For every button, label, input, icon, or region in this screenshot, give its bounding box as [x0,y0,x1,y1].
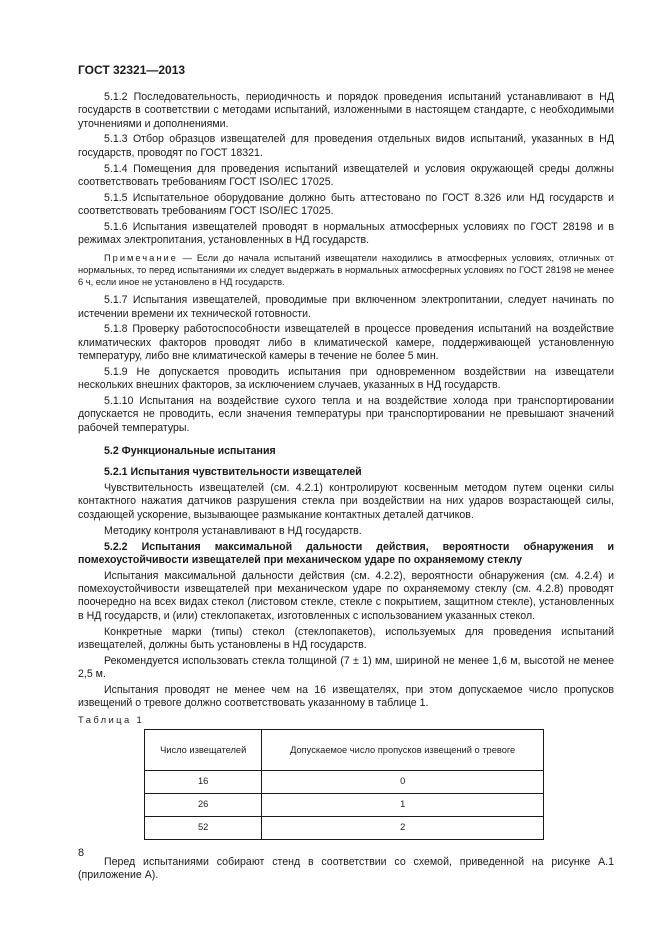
paragraph-5-1-9: 5.1.9 Не допускается проводить испытания при одновременном воздействии на извещатели нескольких внешних факторов, за исключением случаев, указанных в НД государств. [78,365,614,392]
paragraph-5-1-4: 5.1.4 Помещения для проведения испытаний извещателей и условия окружающей среды должны соответствовать требованиям ГОСТ ISO/IEC 17025. [78,162,614,188]
subsection-5-2-2-paragraph: Конкретные марки (типы) стекол (стеклопакетов), используемых для проведения испытаний извещателей, должны быть установлены в НД государств. [78,625,614,651]
paragraph-5-1-7: 5.1.7 Испытания извещателей, проводимые при включенном электропитании, следует начинать по истечении времени их технической готовности. [78,294,614,320]
table-row [145,816,544,839]
table-row [145,770,544,793]
paragraph-5-1-8: 5.1.8 Проверку работоспособности извещателей в процессе проведения испытаний на воздействие климатических факторов проводят либо в климатической камере, поддерживающей установленную температуру, либо вне климатической камеры в течение не более 5 мин. [78,323,614,363]
paragraph-5-1-6: 5.1.6 Испытания извещателей проводят в нормальных атмосферных условиях по ГОСТ 28198 и в режимах электропитания, установленных в НД государств. [78,221,614,247]
paragraph-5-1-3: 5.1.3 Отбор образцов извещателей для проведения отдельных видов испытаний, указанных в НД государств, проводят по ГОСТ 18321. [78,133,614,159]
note [78,252,614,289]
cell-misses: 1 [262,793,544,816]
paragraph-5-1-5: 5.1.5 Испытательное оборудование должно быть аттестовано по ГОСТ 8.326 или НД государств и соответствовать требованиям ГОСТ ISO/IEC 17025. [78,191,614,218]
table-1 [144,729,544,840]
column-header-allowed-misses: Допускаемое число пропусков извещений о тревоге [262,729,544,770]
document-body [78,91,614,885]
subsection-5-2-1-title: 5.2.1 Испытания чувствительности извещателей [104,466,362,479]
subsection-5-2-1-paragraph: Методику контроля устанавливают в НД государств. [104,524,362,537]
table-header-row [145,729,544,770]
table-row [145,793,544,816]
section-5-2-title: 5.2 Функциональные испытания [104,445,276,457]
subsection-5-2-2-paragraph: Испытания максимальной дальности действия (см. 4.2.2), вероятности обнаружения (см. 4.2.4) и помехоустойчивости извещателей при механическом ударе по охраняемому стеклу (см. 4.2.8) проводят поочередно на всех видах стекол (листовом стекле, стекле с покрытием, защитном стекле), установленных в НД государств, и (или) стеклопакетах, изготовленных с использованием указанных стекол. [78,569,614,622]
subsection-5-2-2-paragraph: Рекомендуется использовать стекла толщиной (7 ± 1) мм, шириной не менее 1,6 м, высотой не менее 2,5 м. [78,654,614,681]
subsection-5-2-2-paragraph: Испытания проводят не менее чем на 16 извещателях, при этом допускаемое число пропусков извещений о тревоге должно соответствовать указанному в таблице 1. [78,683,614,710]
cell-detectors: 52 [145,816,262,839]
paragraph-5-1-2: 5.1.2 Последовательность, периодичность и порядок проведения испытаний устанавливают в НД государств в соответствии с методами испытаний, изложенными в настоящем стандарте, с необходимыми уточнениями и дополнениями. [78,91,614,130]
cell-misses: 0 [262,770,544,793]
table-1-label: Таблица 1 [78,714,145,726]
cell-misses: 2 [262,816,544,839]
standard-header: ГОСТ 32321—2013 [78,63,186,77]
subsection-5-2-2-title: 5.2.2 Испытания максимальной дальности действия, вероятности обнаружения и помехоустойчивости извещателей при механическом ударе по охраняемому стеклу [78,540,614,566]
page-number: 8 [78,847,85,859]
cell-detectors: 26 [145,793,262,816]
note-label: Примечание [104,252,178,263]
note-text: — Если до начала испытаний извещатели находились в атмосферных условиях, отличных от нормальных, то перед испытаниями их следует выдержать в нормальных атмосферных условиях по ГОСТ 28198 не менее 6 ч, если иное не установлено в НД государств. [78,252,614,288]
subsection-5-2-1-paragraph: Чувствительность извещателей (см. 4.2.1) контролируют косвенным методом путем оценки силы контактного нажатия датчиков разрушения стекла при воздействии на них ударов возрастающей силы, создающей ускорение, вызывающее размыкание контактных деталей датчиков. [78,482,614,521]
paragraph-5-1-10: 5.1.10 Испытания на воздействие сухого тепла и на воздействие холода при транспортировании допускается не проводить, если значения температуры при транспортировании не превышают значений рабочей температуры. [78,395,614,434]
column-header-detectors: Число извещателей [145,729,262,770]
cell-detectors: 16 [145,770,262,793]
closing-paragraph: Перед испытаниями собирают стенд в соответствии со схемой, приведенной на рисунке А.1 (приложение А). [78,855,614,882]
